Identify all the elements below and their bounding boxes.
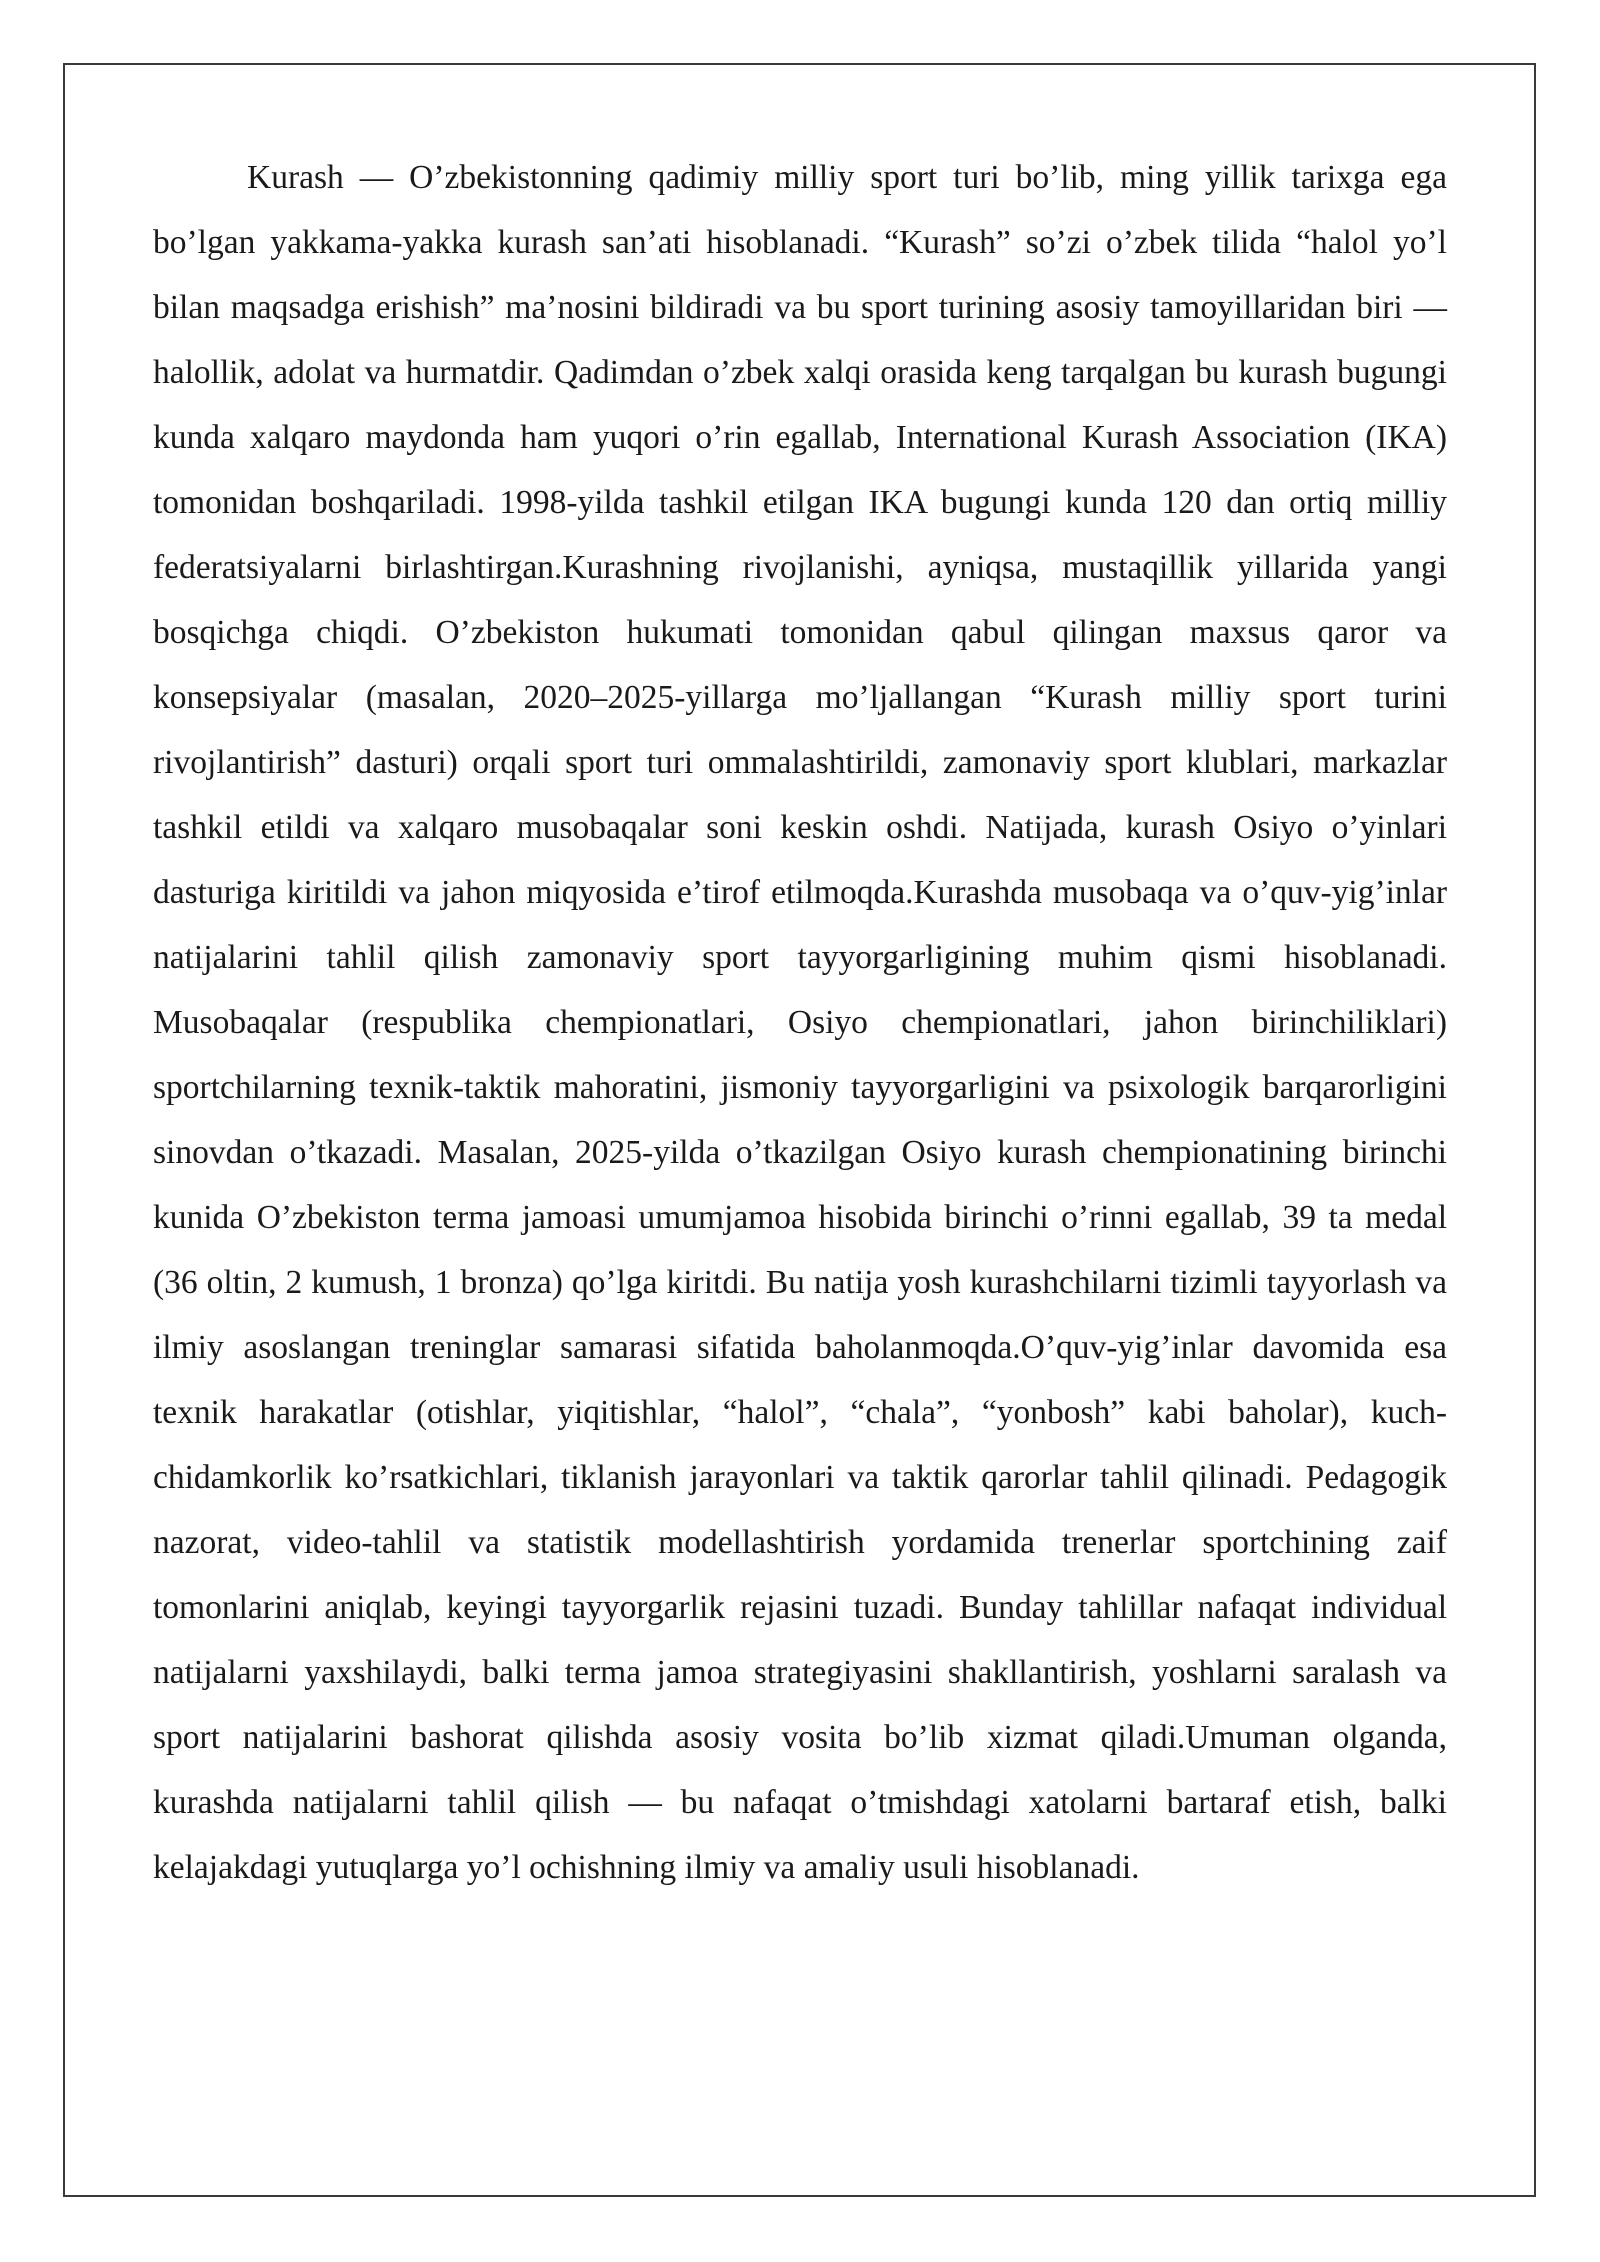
- document-body: [153, 145, 1447, 1900]
- body-paragraph: Kurash — O’zbekistonning qadimiy milliy sport turi bo’lib, ming yillik tarixga ega bo’lgan yakkama-yakka kurash san’ati hisoblanadi. “Kurash” so’zi o’zbek tilida “halol yo’l bilan maqsadga erishish” ma’nosini bildiradi va bu sport turining asosiy tamoyillaridan biri — halollik, adolat va hurmatdir. Qadimdan o’zbek xalqi orasida keng tarqalgan bu kurash bugungi kunda xalqaro maydonda ham yuqori o’rin egallab, International Kurash Association (IKA) tomonidan boshqariladi. 1998-yilda tashkil etilgan IKA bugungi kunda 120 dan ortiq milliy federatsiyalarni birlashtirgan.Kurashning rivojlanishi, ayniqsa, mustaqillik yillarida yangi bosqichga chiqdi. O’zbekiston hukumati tomonidan qabul qilingan maxsus qaror va konsepsiyalar (masalan, 2020–2025-yillarga mo’ljallangan “Kurash milliy sport turini rivojlantirish” dasturi) orqali sport turi ommalashtirildi, zamonaviy sport klublari, markazlar tashkil etildi va xalqaro musobaqalar soni keskin oshdi. Natijada, kurash Osiyo o’yinlari dasturiga kiritildi va jahon miqyosida e’tirof etilmoqda.Kurashda musobaqa va o’quv-yig’inlar natijalarini tahlil qilish zamonaviy sport tayyorgarligining muhim qismi hisoblanadi. Musobaqalar (respublika chempionatlari, Osiyo chempionatlari, jahon birinchiliklari) sportchilarning texnik-taktik mahoratini, jismoniy tayyorgarligini va psixologik barqarorligini sinovdan o’tkazadi. Masalan, 2025-yilda o’tkazilgan Osiyo kurash chempionatining birinchi kunida O’zbekiston terma jamoasi umumjamoa hisobida birinchi o’rinni egallab, 39 ta medal (36 oltin, 2 kumush, 1 bronza) qo’lga kiritdi. Bu natija yosh kurashchilarni tizimli tayyorlash va ilmiy asoslangan treninglar samarasi sifatida baholanmoqda.O’quv-yig’inlar davomida esa texnik harakatlar (otishlar, yiqitishlar, “halol”, “chala”, “yonbosh” kabi baholar), kuch-chidamkorlik ko’rsatkichlari, tiklanish jarayonlari va taktik qarorlar tahlil qilinadi. Pedagogik nazorat, video-tahlil va statistik modellashtirish yordamida trenerlar sportchining zaif tomonlarini aniqlab, keyingi tayyorgarlik rejasini tuzadi. Bunday tahlillar nafaqat individual natijalarni yaxshilaydi, balki terma jamoa strategiyasini shakllantirish, yoshlarni saralash va sport natijalarini bashorat qilishda asosiy vosita bo’lib xizmat qiladi.Umuman olganda, kurashda natijalarni tahlil qilish — bu nafaqat o’tmishdagi xatolarni bartaraf etish, balki kelajakdagi yutuqlarga yo’l ochishning ilmiy va amaliy usuli hisoblanadi.: [153, 159, 1447, 1886]
